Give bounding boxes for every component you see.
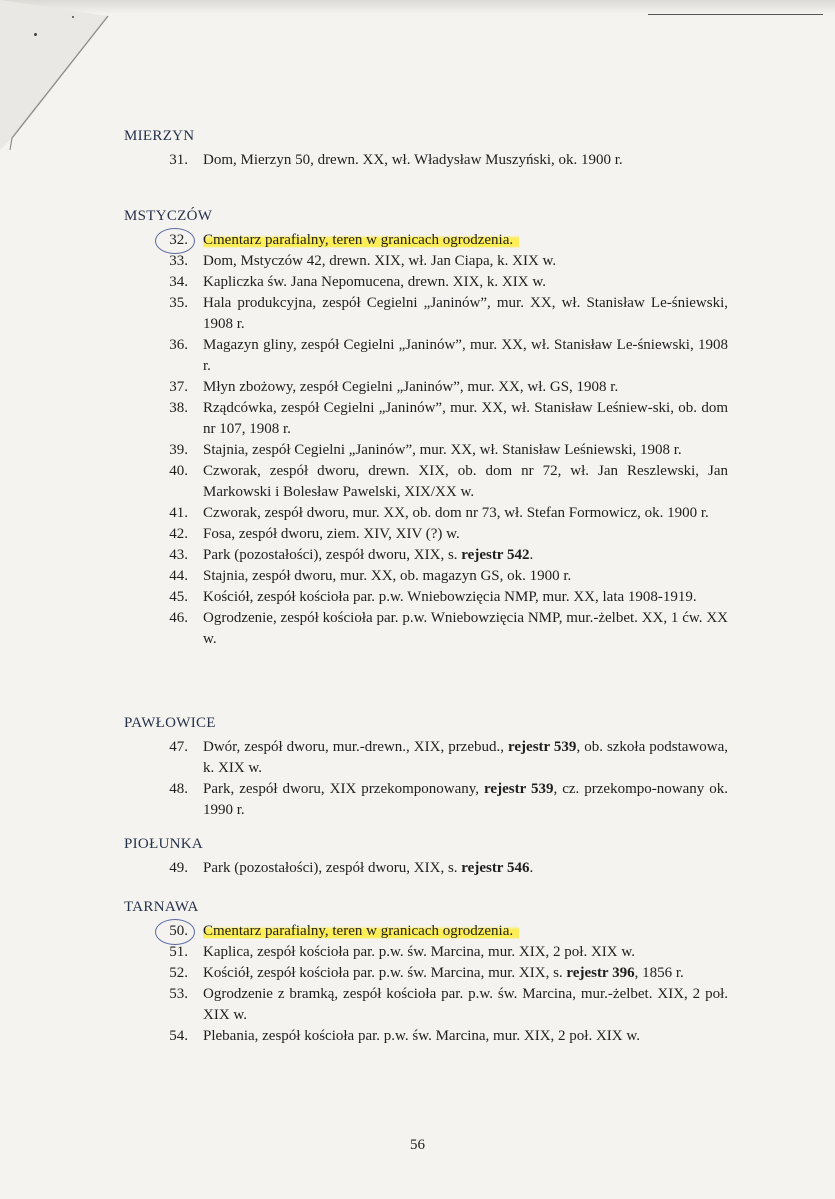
list-item bbox=[0, 230, 835, 251]
entry-number: 40. bbox=[169, 463, 188, 479]
entry-text-segment: Czworak, zespół dworu, mur. XX, ob. dom nr 73, wł. Stefan Formowicz, ok. 1900 r. bbox=[203, 505, 709, 521]
entry-text-segment: Kościół, zespół kościoła par. p.w. św. Marcina, mur. XIX, s. bbox=[203, 965, 567, 981]
list-item bbox=[0, 1026, 835, 1047]
entry-text-segment: Cmentarz parafialny, teren w granicach ogrodzenia. bbox=[203, 232, 514, 248]
register-reference: rejestr 539 bbox=[484, 781, 554, 797]
entry-text-segment: Ogrodzenie z bramką, zespół kościoła par. p.w. św. Marcina, mur.-żelbet. XIX, 2 poł. XIX w. bbox=[203, 986, 728, 1023]
entry-list bbox=[0, 230, 835, 650]
list-item bbox=[0, 150, 835, 171]
scan-speck bbox=[34, 33, 37, 36]
entry-number: 46. bbox=[169, 610, 188, 626]
entry-number: 52. bbox=[169, 965, 188, 981]
list-item bbox=[0, 461, 835, 503]
entry-number: 44. bbox=[169, 568, 188, 584]
list-item bbox=[0, 377, 835, 398]
entry-text-segment: Czworak, zespół dworu, drewn. XIX, ob. dom nr 72, wł. Jan Reszlewski, Jan Markowski i Bolesław Pawelski, XIX/XX w. bbox=[203, 463, 728, 500]
entry-text bbox=[203, 230, 728, 251]
list-item bbox=[0, 524, 835, 545]
entry-text bbox=[203, 1026, 728, 1047]
entry-text-segment: Magazyn gliny, zespół Cegielni „Janinów”, mur. XX, wł. Stanisław Le-śniewski, 1908 r. bbox=[203, 337, 728, 374]
list-item bbox=[0, 737, 835, 779]
list-item bbox=[0, 335, 835, 377]
folded-corner-icon bbox=[0, 0, 120, 150]
entry-text-segment: Dom, Mstyczów 42, drewn. XIX, wł. Jan Ciapa, k. XIX w. bbox=[203, 253, 557, 269]
entry-number: 47. bbox=[169, 739, 188, 755]
entry-text-segment: Stajnia, zespół dworu, mur. XX, ob. magazyn GS, ok. 1900 r. bbox=[203, 568, 572, 584]
entry-text bbox=[203, 921, 728, 942]
scan-top-edge bbox=[0, 0, 835, 14]
list-item bbox=[0, 440, 835, 461]
list-item bbox=[0, 921, 835, 942]
entry-number: 36. bbox=[169, 337, 188, 353]
list-item bbox=[0, 293, 835, 335]
section-title: PIOŁUNKA bbox=[124, 836, 204, 852]
entry-text-segment: Park, zespół dworu, XIX przekomponowany, bbox=[203, 781, 485, 797]
scan-speck bbox=[72, 16, 74, 18]
entry-text bbox=[203, 779, 728, 821]
page-number: 56 bbox=[410, 1137, 425, 1153]
entry-text bbox=[203, 293, 728, 335]
entry-number: 45. bbox=[169, 589, 188, 605]
list-item bbox=[0, 272, 835, 293]
entry-text bbox=[203, 566, 728, 587]
entry-text bbox=[203, 150, 728, 171]
register-reference: rejestr 539 bbox=[508, 739, 577, 755]
list-item bbox=[0, 398, 835, 440]
entry-number: 31. bbox=[169, 152, 188, 168]
list-item bbox=[0, 251, 835, 272]
entry-number: 53. bbox=[169, 986, 188, 1002]
register-reference: rejestr 396 bbox=[566, 965, 635, 981]
section-title: TARNAWA bbox=[124, 899, 199, 915]
entry-number: 41. bbox=[169, 505, 188, 521]
list-item bbox=[0, 779, 835, 821]
entry-text-segment: Rządcówka, zespół Cegielni „Janinów”, mur. XX, wł. Stanisław Leśniew-ski, ob. dom nr 107, 1908 r. bbox=[203, 400, 728, 437]
list-item bbox=[0, 963, 835, 984]
entry-number: 50. bbox=[169, 923, 188, 939]
section-title: MIERZYN bbox=[124, 128, 195, 144]
list-item bbox=[0, 545, 835, 566]
list-item bbox=[0, 608, 835, 650]
section-title: PAWŁOWICE bbox=[124, 715, 216, 731]
entry-text-segment: Plebania, zespół kościoła par. p.w. św. Marcina, mur. XIX, 2 poł. XIX w. bbox=[203, 1028, 640, 1044]
entry-number: 34. bbox=[169, 274, 188, 290]
entry-text bbox=[203, 251, 728, 272]
entry-text-segment: Dwór, zespół dworu, mur.-drewn., XIX, przebud., bbox=[203, 739, 509, 755]
entry-text bbox=[203, 503, 728, 524]
entry-number: 32. bbox=[169, 232, 188, 248]
entry-text bbox=[203, 963, 728, 984]
entry-number: 38. bbox=[169, 400, 188, 416]
entry-list bbox=[0, 858, 835, 879]
entry-number: 54. bbox=[169, 1028, 188, 1044]
entry-text-segment: Park (pozostałości), zespół dworu, XIX, s. bbox=[203, 547, 462, 563]
entry-number: 42. bbox=[169, 526, 188, 542]
list-item bbox=[0, 503, 835, 524]
entry-text bbox=[203, 377, 728, 398]
entry-number: 48. bbox=[169, 781, 188, 797]
entry-text bbox=[203, 858, 728, 879]
scan-artifact-line bbox=[648, 14, 823, 15]
entry-text bbox=[203, 942, 728, 963]
entry-text bbox=[203, 608, 728, 650]
list-item bbox=[0, 566, 835, 587]
entry-text-segment: Kapliczka św. Jana Nepomucena, drewn. XIX, k. XIX w. bbox=[203, 274, 546, 290]
entry-number: 51. bbox=[169, 944, 188, 960]
entry-text bbox=[203, 398, 728, 440]
entry-text-segment: Cmentarz parafialny, teren w granicach ogrodzenia. bbox=[203, 923, 514, 939]
highlight-marker bbox=[203, 923, 519, 939]
entry-number: 43. bbox=[169, 547, 188, 563]
entry-number: 33. bbox=[169, 253, 188, 269]
entry-text-segment: Fosa, zespół dworu, ziem. XIV, XIV (?) w. bbox=[203, 526, 460, 542]
entry-text-segment: Hala produkcyjna, zespół Cegielni „Janinów”, mur. XX, wł. Stanisław Le-śniewski, 1908 r. bbox=[203, 295, 728, 332]
entry-text-segment: Park (pozostałości), zespół dworu, XIX, s. bbox=[203, 860, 462, 876]
entry-list bbox=[0, 921, 835, 1047]
entry-text-segment: Kaplica, zespół kościoła par. p.w. św. Marcina, mur. XIX, 2 poł. XIX w. bbox=[203, 944, 635, 960]
entry-text-segment: Stajnia, zespół Cegielni „Janinów”, mur. XX, wł. Stanisław Leśniewski, 1908 r. bbox=[203, 442, 682, 458]
entry-text bbox=[203, 984, 728, 1026]
entry-text-segment: , ob. szkoła podstawowa, k. XIX w. bbox=[203, 739, 728, 776]
entry-text bbox=[203, 587, 728, 608]
entry-text-segment: Kościół, zespół kościoła par. p.w. Wniebowzięcia NMP, mur. XX, lata 1908-1919. bbox=[203, 589, 697, 605]
list-item bbox=[0, 942, 835, 963]
entry-text-segment: , 1856 r. bbox=[634, 965, 684, 981]
highlight-marker bbox=[203, 232, 519, 248]
entry-text bbox=[203, 737, 728, 779]
list-item bbox=[0, 858, 835, 879]
entry-text bbox=[203, 545, 728, 566]
entry-number: 49. bbox=[169, 860, 188, 876]
entry-number: 39. bbox=[169, 442, 188, 458]
entry-text bbox=[203, 272, 728, 293]
entry-number: 37. bbox=[169, 379, 188, 395]
entry-text-segment: Dom, Mierzyn 50, drewn. XX, wł. Władysław Muszyński, ok. 1900 r. bbox=[203, 152, 623, 168]
entry-text-segment: . bbox=[529, 860, 534, 876]
entry-text bbox=[203, 440, 728, 461]
entry-text bbox=[203, 335, 728, 377]
entry-list bbox=[0, 150, 835, 171]
entry-text-segment: Ogrodzenie, zespół kościoła par. p.w. Wniebowzięcia NMP, mur.-żelbet. XX, 1 ćw. XX w. bbox=[203, 610, 728, 647]
entry-list bbox=[0, 737, 835, 821]
entry-text bbox=[203, 524, 728, 545]
list-item bbox=[0, 587, 835, 608]
entry-text-segment: , cz. przekompo-nowany ok. 1990 r. bbox=[203, 781, 728, 818]
entry-text-segment: Młyn zbożowy, zespół Cegielni „Janinów”, mur. XX, wł. GS, 1908 r. bbox=[203, 379, 619, 395]
register-reference: rejestr 546 bbox=[461, 860, 530, 876]
register-reference: rejestr 542 bbox=[461, 547, 530, 563]
entry-text bbox=[203, 461, 728, 503]
list-item bbox=[0, 984, 835, 1026]
section-title: MSTYCZÓW bbox=[124, 208, 213, 224]
entry-text-segment: . bbox=[529, 547, 534, 563]
entry-number: 35. bbox=[169, 295, 188, 311]
